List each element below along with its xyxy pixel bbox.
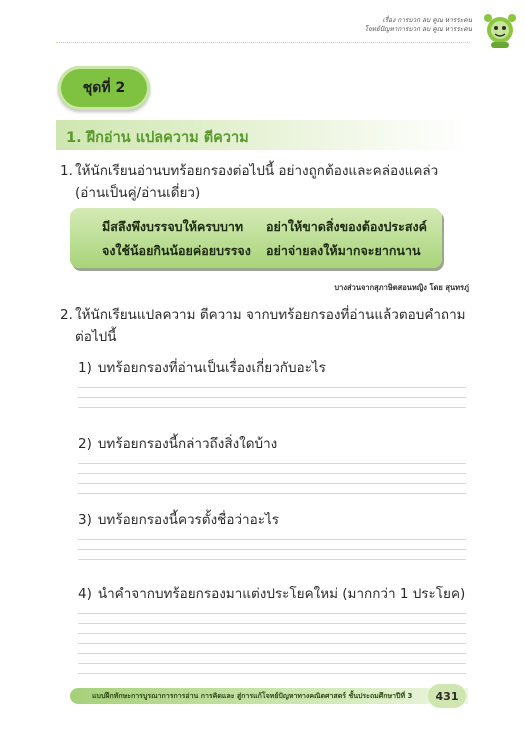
question-1-text: บทร้อยกรองที่อ่านเป็นเรื่องเกี่ยวกับอะไร (97, 360, 326, 376)
writing-line (78, 484, 466, 494)
question-2-text: บทร้อยกรองนี้กล่าวถึงสิ่งใดบ้าง (97, 436, 278, 452)
question-2-number: 2) (78, 436, 92, 452)
question-1-number: 1) (78, 360, 92, 376)
set-badge (58, 66, 150, 110)
writing-line (78, 654, 466, 664)
answer-lines-2[interactable] (78, 454, 466, 494)
instruction-1-text: ให้นักเรียนอ่านบทร้อยกรองต่อไปนี้ อย่างถูกต้องและคล่องแคล่ว (อ่านเป็นคู่/อ่านเดี่ยว) (75, 163, 439, 201)
writing-line (78, 624, 466, 634)
answer-lines-1[interactable] (78, 378, 466, 408)
writing-line (78, 530, 466, 540)
instruction-1-number: 1. (60, 163, 73, 179)
writing-line (78, 388, 466, 398)
writing-line (78, 644, 466, 654)
running-header (364, 16, 472, 34)
question-3-text: บทร้อยกรองนี้ควรตั้งชื่อว่าอะไร (97, 512, 280, 528)
question-1 (78, 356, 326, 378)
writing-line (78, 550, 466, 560)
writing-line (78, 634, 466, 644)
writing-line (78, 540, 466, 550)
question-4-number: 4) (78, 586, 92, 602)
section-title: 1. ฝึกอ่าน แปลความ ตีความ (66, 130, 249, 146)
section-header (56, 120, 468, 150)
instruction-2-text: ให้นักเรียนแปลความ ตีความ จากบทร้อยกรองที่อ่านแล้วตอบคำถาม ต่อไปนี้ (75, 307, 466, 345)
header-line-2: โจทย์ปัญหาการบวก ลบ คูณ หารระคน (364, 25, 472, 33)
question-3 (78, 508, 279, 530)
writing-line (78, 398, 466, 408)
poem-line-3: จงใช้น้อยกินน้อยค่อยบรรจง (102, 243, 251, 258)
writing-line (78, 474, 466, 484)
instruction-2-number: 2. (60, 307, 73, 323)
poem-source: บางส่วนจากสุภาษิตสอนหญิง โดย สุนทรภู่ (334, 283, 469, 292)
question-4-text: นำคำจากบทร้อยกรองมาแต่งประโยคใหม่ (มากกว่า 1 ประโยค) (97, 586, 466, 602)
poem-box (70, 208, 442, 268)
question-2 (78, 432, 277, 454)
poem-line-4: อย่าจ่ายลงให้มากจะยากนาน (266, 243, 421, 258)
page-number: 431 (435, 689, 459, 703)
question-3-number: 3) (78, 512, 92, 528)
writing-line (78, 664, 466, 674)
answer-lines-4[interactable] (78, 604, 466, 674)
poem-line-1: มีสลึงพึงบรรจบให้ครบบาท (102, 219, 244, 234)
page-number-badge (428, 684, 466, 708)
writing-line (78, 604, 466, 614)
footer-band (70, 688, 468, 704)
header-divider (56, 42, 468, 43)
poem-line-2: อย่าให้ขาดสิ่งของต้องประสงค์ (266, 219, 427, 234)
header-line-1: เรื่อง การบวก ลบ คูณ หารระคน (382, 16, 472, 24)
writing-line (78, 614, 466, 624)
footer-text: แบบฝึกทักษะการบูรณาการการอ่าน การคิดและ สู่การแก้โจทย์ปัญหาทางคณิตศาสตร์ ชั้นประถมศึกษาปีที่ 3 (92, 692, 413, 700)
instruction-2 (60, 304, 470, 348)
writing-line (78, 454, 466, 464)
writing-line (78, 464, 466, 474)
writing-line (78, 378, 466, 388)
answer-lines-3[interactable] (78, 530, 466, 560)
question-4 (78, 582, 465, 604)
set-label: ชุดที่ 2 (82, 80, 126, 96)
instruction-1 (60, 160, 470, 204)
mascot-icon (476, 8, 520, 52)
